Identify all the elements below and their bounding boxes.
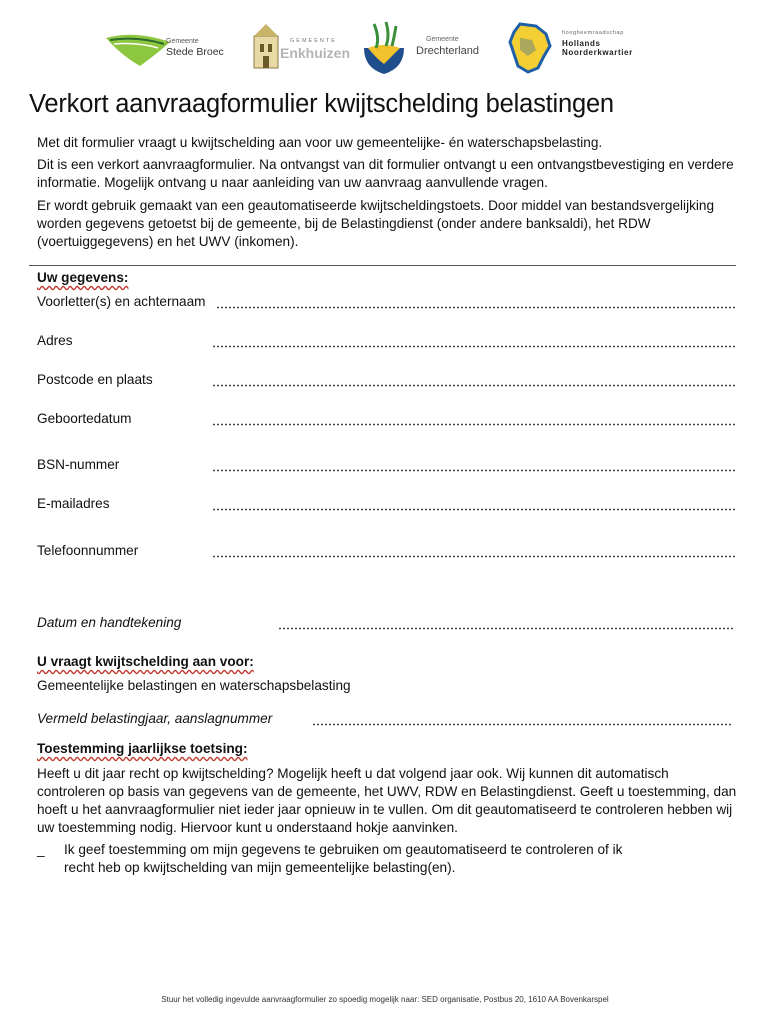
footer-note: Stuur het volledig ingevulde aanvraagformulier zo spoedig mogelijk naar: SED organisatie, Postbus 20, 1610 AA Bovenkarspel (161, 995, 609, 1004)
toestemming-text: Heeft u dit jaar recht op kwijtschelding? Mogelijk heeft u dat volgend jaar ook. Wij kunnen dit automatisch controleren op basis van gegevens van de gemeente, het UWV, RDW en Belastingdienst. Geeft u toestemming, dan hoeft u het aanvraagformulier niet ieder jaar opnieuw in te vullen. Om dit geautomatiseerd te controleren hebben wij uw toestemming nodig. Hiervoor kunt u onderstaand hokje aanvinken. (37, 766, 737, 835)
gegevens-heading: Uw gegevens: (37, 270, 129, 285)
field-label-bsn: BSN-nummer (37, 457, 120, 472)
drechterland-line2: Drechterland (416, 45, 479, 57)
field-line-bsn[interactable] (212, 458, 735, 472)
drechterland-line1: Gemeente (426, 36, 459, 43)
section-divider (29, 265, 736, 266)
field-line-address[interactable] (212, 334, 735, 348)
stede-broec-emblem-icon (104, 30, 174, 70)
drechterland-emblem-icon (360, 18, 408, 76)
signature-label: Datum en handtekening (37, 615, 182, 630)
hhnk-line3: Noorderkwartier (562, 48, 633, 57)
field-line-postcode[interactable] (212, 373, 735, 387)
hoogheemraadschap-map-icon (506, 20, 556, 78)
enkhuizen-line1: GEMEENTE (290, 38, 337, 44)
stede-broec-line1: Gemeente (166, 38, 199, 45)
field-label-name: Voorletter(s) en achternaam (37, 294, 206, 309)
tax-year-label: Vermeld belastingjaar, aanslagnummer (37, 711, 273, 726)
field-line-email[interactable] (212, 497, 735, 511)
tax-year-line[interactable] (312, 712, 732, 726)
field-label-birthdate: Geboortedatum (37, 411, 132, 426)
field-label-postcode: Postcode en plaats (37, 372, 153, 387)
hhnk-line1: hoogheemraadschap (562, 30, 624, 36)
enkhuizen-emblem-icon (248, 22, 284, 74)
drechterland-logo (360, 18, 490, 78)
hollands-noorderkwartier-logo (506, 18, 646, 78)
intro-paragraph-2: Dit is een verkort aanvraagformulier. Na ontvangst van dit formulier ontvangt u een ontvangstbevestiging en verdere informatie. Mogelijk ontvang u naar aanleiding van uw aanvraag aanvullende vragen. (37, 157, 734, 190)
stede-broec-line2: Stede Broec (166, 46, 224, 58)
field-label-address: Adres (37, 333, 73, 348)
hhnk-line2: Hollands (562, 39, 601, 48)
signature-line[interactable] (278, 616, 735, 630)
field-label-email: E-mailadres (37, 496, 110, 511)
toestemming-heading: Toestemming jaarlijkse toetsing: (37, 741, 248, 756)
intro-paragraph-1: Met dit formulier vraagt u kwijtschelding aan voor uw gemeentelijke- én waterschapsbelasting. (37, 135, 603, 150)
aanvraag-heading: U vraagt kwijtschelding aan voor: (37, 654, 254, 669)
field-line-phone[interactable] (212, 544, 735, 558)
aanvraag-text: Gemeentelijke belastingen en waterschapsbelasting (37, 678, 351, 693)
stede-broec-logo (104, 18, 232, 78)
consent-label: Ik geef toestemming om mijn gegevens te gebruiken om geautomatiseerd te controleren of ik recht heb op kwijtschelding van mijn gemeentelijke belasting(en). (64, 842, 623, 875)
logo-row (0, 18, 770, 80)
page-title: Verkort aanvraagformulier kwijtschelding belastingen (29, 90, 614, 118)
enkhuizen-logo (248, 18, 352, 78)
consent-checkbox[interactable]: _ (37, 842, 45, 857)
field-line-birthdate[interactable] (212, 412, 735, 426)
intro-paragraph-3: Er wordt gebruik gemaakt van een geautomatiseerde kwijtscheldingstoets. Door middel van bestandsvergelijking worden gegevens getoetst bij de gemeente, bij de Belastingdienst (onder andere banksaldi), het RDW (voertuiggegevens) en het UWV (inkomen). (37, 198, 715, 249)
enkhuizen-line2: Enkhuizen (280, 45, 351, 61)
field-line-name[interactable] (216, 295, 735, 309)
field-label-phone: Telefoonnummer (37, 543, 139, 558)
